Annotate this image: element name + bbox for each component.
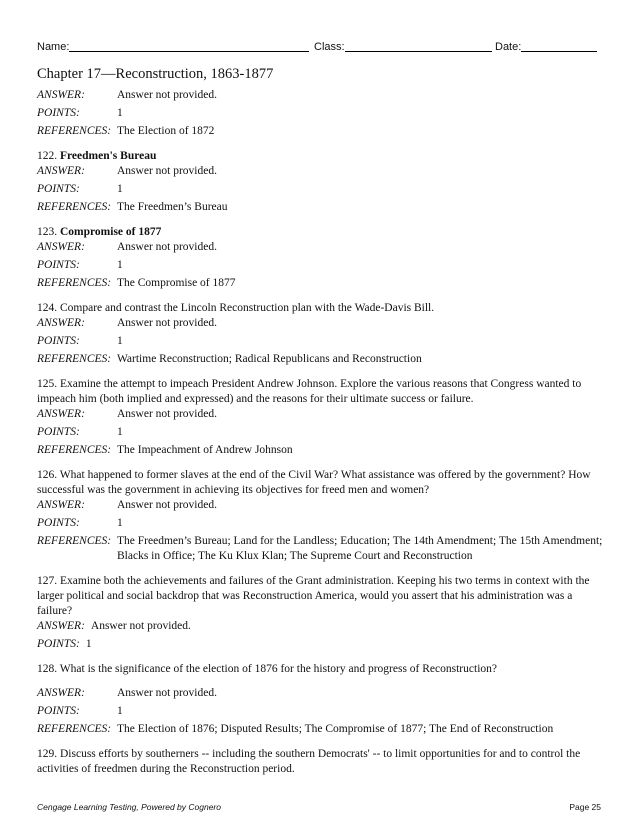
references-row [37, 352, 607, 367]
class-line [345, 40, 492, 52]
points-value: 1 [117, 183, 123, 195]
date-field [495, 40, 597, 53]
references-value: The Freedmen’s Bureau; Land for the Landless; Education; The 14th Amendment; The 15th Amendment; Blacks in Office; The Ku Klux Klan; The Supreme Court and Reconstruction [117, 535, 603, 562]
answer-row [37, 619, 607, 634]
points-value: 1 [85, 638, 92, 650]
points-label: POINTS: [37, 705, 80, 717]
answer-value: Answer not provided. [117, 89, 217, 101]
question-number: 123. [37, 226, 58, 238]
question-text [37, 468, 607, 498]
question-entry [37, 574, 607, 652]
date-line [521, 40, 597, 52]
answer-row [37, 498, 607, 513]
references-value: Wartime Reconstruction; Radical Republicans and Reconstruction [117, 353, 422, 365]
references-value: The Election of 1876; Disputed Results; The Compromise of 1877; The End of Reconstruction [117, 723, 554, 735]
question-text [37, 574, 607, 619]
question-body: Discuss efforts by southerners -- including the southern Democrats' -- to limit opportunities for and to control the activities of freedmen during the Reconstruction period. [37, 748, 581, 775]
question-body: What is the significance of the election of 1876 for the history and progress of Reconstruction? [59, 663, 497, 675]
references-label: REFERENCES: [37, 444, 112, 456]
question-number: 122. [37, 150, 58, 162]
answer-value: Answer not provided. [117, 499, 217, 511]
references-value: The Impeachment of Andrew Johnson [117, 444, 293, 456]
page-footer [37, 802, 601, 812]
answer-label: ANSWER: [37, 687, 85, 699]
references-row [37, 534, 607, 564]
question-body: Compare and contrast the Lincoln Reconstruction plan with the Wade-Davis Bill. [60, 302, 435, 314]
question-body: Examine both the achievements and failures of the Grant administration. Keeping his two terms in context with the larger political and social backdrop that was Reconstruction America, would you assert that his administration was a failure? [37, 575, 590, 617]
points-label: POINTS: [37, 638, 80, 650]
page-number: Page 25 [569, 802, 601, 812]
question-number: 129. [37, 748, 58, 760]
points-row [37, 258, 607, 273]
name-label: Name: [37, 41, 70, 53]
answer-value: Answer not provided. [117, 408, 217, 420]
answer-row [37, 686, 607, 701]
question-entry [37, 225, 607, 291]
question-text [37, 149, 607, 164]
answer-row [37, 164, 607, 179]
answer-value: Answer not provided. [117, 687, 217, 699]
points-label: POINTS: [37, 259, 80, 271]
references-row [37, 722, 607, 737]
answer-label: ANSWER: [37, 408, 85, 420]
question-entry [37, 468, 607, 564]
question-list [37, 88, 607, 777]
references-row [37, 276, 607, 291]
question-number: 126. [37, 469, 58, 481]
question-body: Examine the attempt to impeach President Andrew Johnson. Explore the various reasons that Congress wanted to impeach him (both implied and expressed) and the reasons for their ultimate success or failure. [37, 378, 582, 405]
points-value: 1 [117, 517, 123, 529]
points-value: 1 [117, 705, 123, 717]
references-value: The Freedmen’s Bureau [117, 201, 228, 213]
references-value: The Election of 1872 [117, 125, 215, 137]
question-text [37, 377, 607, 407]
class-field [314, 40, 492, 53]
question-number: 124. [37, 302, 58, 314]
date-label: Date: [495, 41, 522, 53]
points-row [37, 637, 607, 652]
question-entry [37, 377, 607, 458]
points-row [37, 704, 607, 719]
references-row [37, 443, 607, 458]
references-row [37, 200, 607, 215]
question-entry [37, 301, 607, 367]
answer-row [37, 88, 607, 103]
answer-value: Answer not provided. [90, 620, 191, 632]
answer-value: Answer not provided. [117, 317, 217, 329]
points-value: 1 [117, 259, 123, 271]
references-label: REFERENCES: [37, 125, 112, 137]
references-label: REFERENCES: [37, 277, 112, 289]
answer-label: ANSWER: [37, 620, 85, 632]
points-value: 1 [117, 426, 123, 438]
question-number: 127. [37, 575, 58, 587]
answer-label: ANSWER: [37, 499, 85, 511]
chapter-title: Chapter 17—Reconstruction, 1863-1877 [37, 66, 274, 82]
answer-label: ANSWER: [37, 317, 85, 329]
question-entry [37, 149, 607, 215]
answer-row [37, 407, 607, 422]
answer-row [37, 240, 607, 255]
points-label: POINTS: [37, 335, 80, 347]
references-label: REFERENCES: [37, 535, 112, 547]
points-label: POINTS: [37, 107, 80, 119]
points-label: POINTS: [37, 426, 80, 438]
question-term: Compromise of 1877 [60, 226, 162, 238]
answer-value: Answer not provided. [117, 165, 217, 177]
question-entry [37, 662, 607, 737]
question-text [37, 662, 607, 677]
points-row [37, 334, 607, 349]
name-field [37, 40, 309, 53]
answer-label: ANSWER: [37, 165, 85, 177]
points-row [37, 516, 607, 531]
question-entry [37, 747, 607, 777]
question-number: 125. [37, 378, 58, 390]
question-term: Freedmen's Bureau [60, 150, 157, 162]
question-text [37, 747, 607, 777]
name-line [69, 40, 309, 52]
references-row [37, 124, 607, 139]
references-label: REFERENCES: [37, 353, 112, 365]
points-row [37, 425, 607, 440]
question-number: 128. [37, 663, 58, 675]
points-value: 1 [117, 335, 123, 347]
points-row [37, 106, 607, 121]
question-entry [37, 88, 607, 139]
answer-label: ANSWER: [37, 89, 85, 101]
question-text [37, 225, 607, 240]
class-label: Class: [314, 41, 345, 53]
question-text [37, 301, 607, 316]
answer-row [37, 316, 607, 331]
footer-publisher: Cengage Learning Testing, Powered by Cognero [37, 802, 221, 812]
references-label: REFERENCES: [37, 723, 112, 735]
points-label: POINTS: [37, 517, 80, 529]
answer-value: Answer not provided. [117, 241, 217, 253]
points-label: POINTS: [37, 183, 80, 195]
points-value: 1 [117, 107, 123, 119]
references-value: The Compromise of 1877 [117, 277, 236, 289]
question-body: What happened to former slaves at the end of the Civil War? What assistance was offered by the government? How successful was the government in achieving its objectives for freed men and women? [37, 469, 591, 496]
points-row [37, 182, 607, 197]
references-label: REFERENCES: [37, 201, 112, 213]
answer-label: ANSWER: [37, 241, 85, 253]
